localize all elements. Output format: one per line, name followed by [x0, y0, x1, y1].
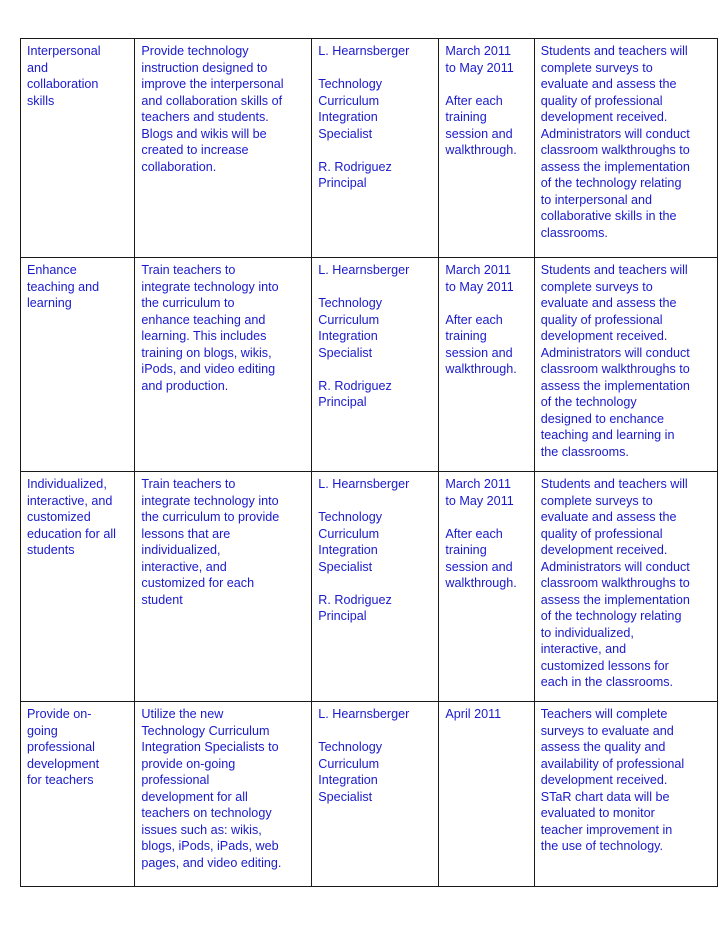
activity-cell: Train teachers to integrate technology into the curriculum to provide lessons that are individualized, interactive, and customized for each student: [135, 472, 312, 702]
person-responsible-cell: L. Hearnsberger Technology Curriculum Integration Specialist R. Rodriguez Principal: [312, 258, 439, 472]
table-row: [21, 39, 718, 258]
goal-cell: Provide on- going professional development for teachers: [21, 702, 135, 887]
table-row: [21, 472, 718, 702]
goal-cell: Interpersonal and collaboration skills: [21, 39, 135, 258]
activity-cell: Provide technology instruction designed to improve the interpersonal and collaboration skills of teachers and students. Blogs and wikis will be created to increase collaboration.: [135, 39, 312, 258]
evaluation-cell: Students and teachers will complete surveys to evaluate and assess the quality of professional development received. Administrators will conduct classroom walkthroughs to assess the implementation of the technology designed to enchance teaching and learning in the classrooms.: [534, 258, 717, 472]
person-responsible-cell: L. Hearnsberger Technology Curriculum Integration Specialist R. Rodriguez Principal: [312, 472, 439, 702]
evaluation-cell: Teachers will complete surveys to evaluate and assess the quality and availability of professional development received. STaR chart data will be evaluated to monitor teacher improvement in the use of technology.: [534, 702, 717, 887]
timeline-cell: March 2011 to May 2011 After each training session and walkthrough.: [439, 258, 534, 472]
goal-cell: Enhance teaching and learning: [21, 258, 135, 472]
goal-cell: Individualized, interactive, and customized education for all students: [21, 472, 135, 702]
activity-cell: Utilize the new Technology Curriculum Integration Specialists to provide on-going professional development for all teachers on technology issues such as: wikis, blogs, iPods, iPads, web pages, and video editing.: [135, 702, 312, 887]
timeline-cell: March 2011 to May 2011 After each training session and walkthrough.: [439, 472, 534, 702]
person-responsible-cell: L. Hearnsberger Technology Curriculum Integration Specialist: [312, 702, 439, 887]
table-row: [21, 258, 718, 472]
person-responsible-cell: L. Hearnsberger Technology Curriculum Integration Specialist R. Rodriguez Principal: [312, 39, 439, 258]
timeline-cell: April 2011: [439, 702, 534, 887]
table-row: [21, 702, 718, 887]
activity-cell: Train teachers to integrate technology into the curriculum to enhance teaching and learning. This includes training on blogs, wikis, iPods, and video editing and production.: [135, 258, 312, 472]
evaluation-cell: Students and teachers will complete surveys to evaluate and assess the quality of professional development received. Administrators will conduct classroom walkthroughs to assess the implementation of the technology relating to interpersonal and collaborative skills in the classrooms.: [534, 39, 717, 258]
evaluation-cell: Students and teachers will complete surveys to evaluate and assess the quality of professional development received. Administrators will conduct classroom walkthroughs to assess the implementation of the technology relating to individualized, interactive, and customized lessons for each in the classrooms.: [534, 472, 717, 702]
action-plan-table: [20, 38, 718, 887]
timeline-cell: March 2011 to May 2011 After each training session and walkthrough.: [439, 39, 534, 258]
